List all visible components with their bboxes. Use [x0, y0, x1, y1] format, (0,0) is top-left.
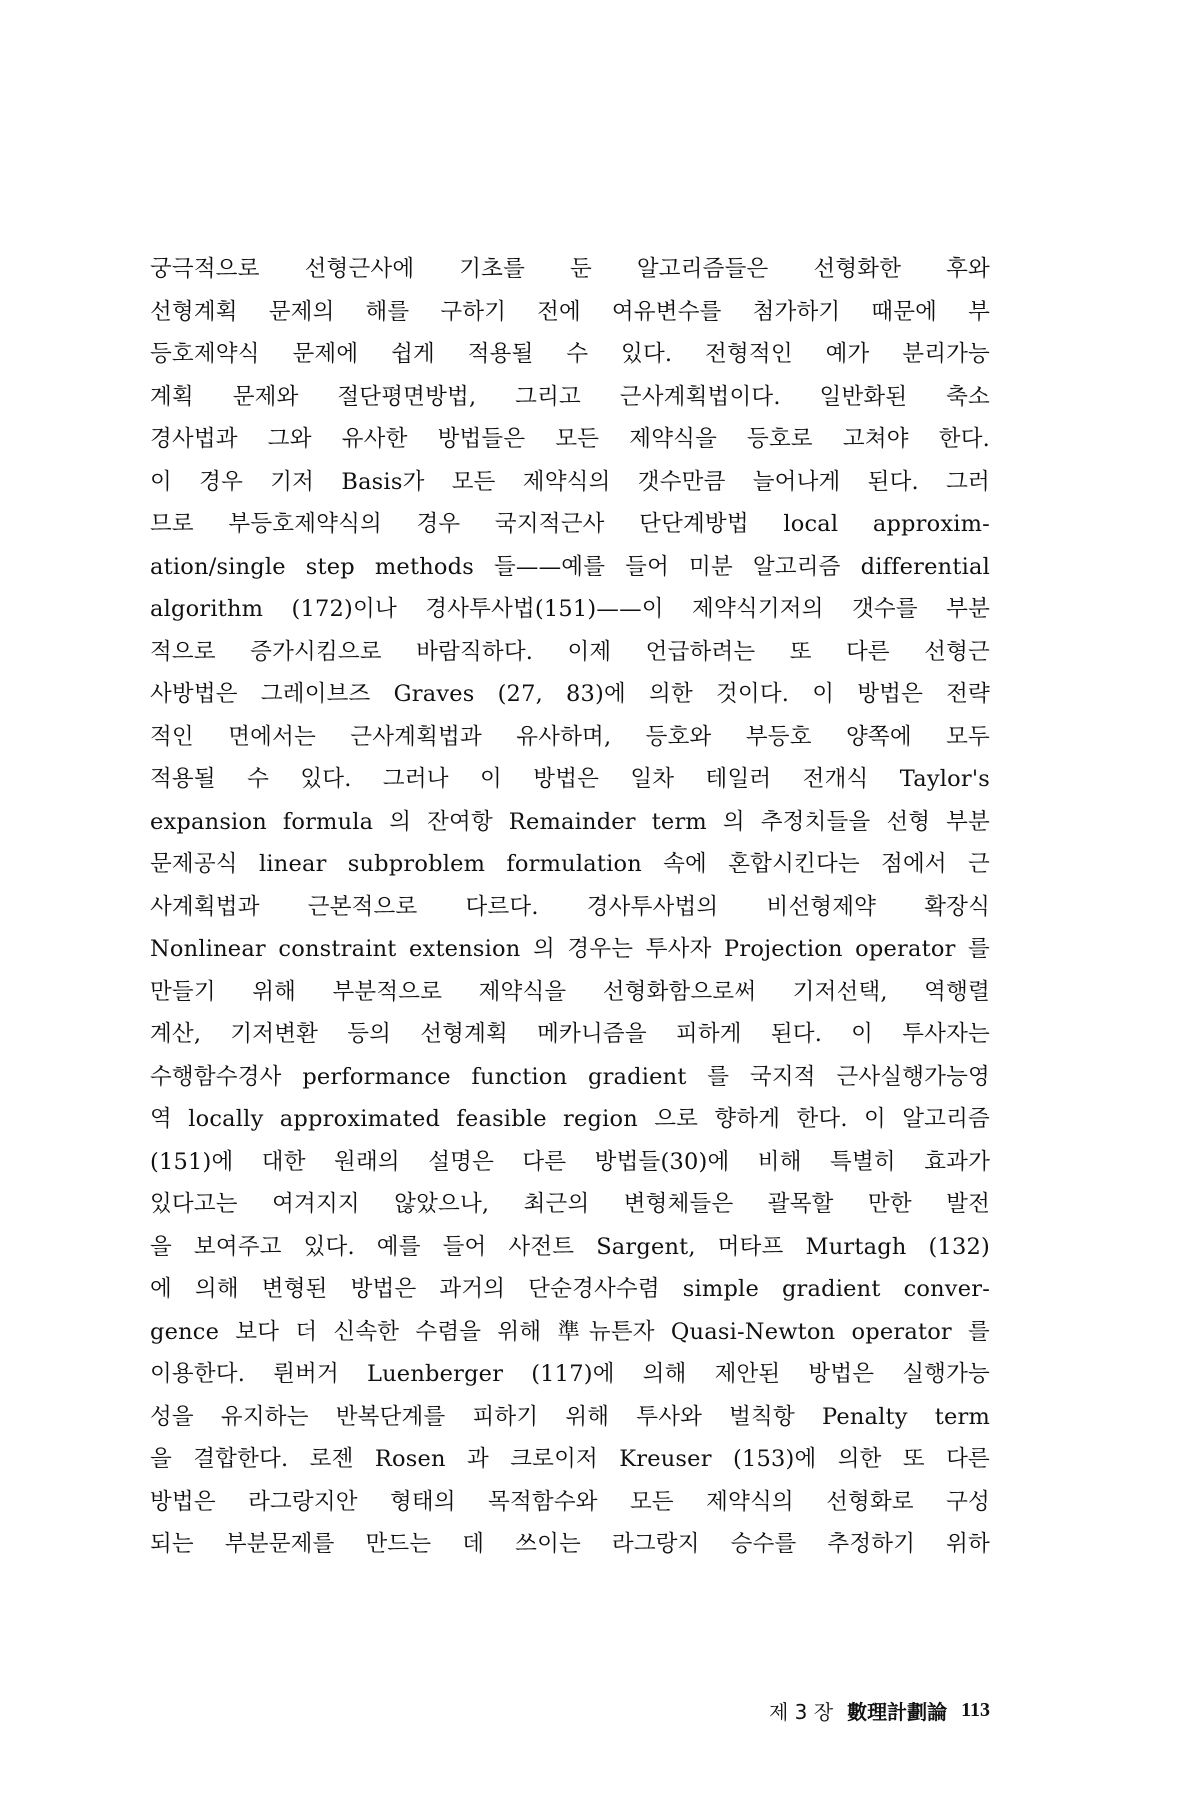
text-line: ation/single step methods 들——예를 들어 미분 알고리즘 differential — [150, 553, 990, 580]
text-line: 이 경우 기저 Basis가 모든 제약식의 갯수만큼 늘어나게 된다. 그러 — [150, 468, 990, 495]
text-line: 수행함수경사 performance function gradient 를 국지적 근사실행가능영 — [150, 1063, 990, 1090]
chapter-title: 數理計劃論 — [847, 1699, 948, 1724]
text-line: (151)에 대한 원래의 설명은 다른 방법들(30)에 비해 특별히 효과가 — [150, 1148, 990, 1175]
text-line: 경사법과 그와 유사한 방법들은 모든 제약식을 등호로 고쳐야 한다. — [150, 426, 990, 452]
text-line: 사방법은 그레이브즈 Graves (27, 83)에 의한 것이다. 이 방법은 전략 — [150, 681, 990, 707]
page-number: 113 — [961, 1698, 990, 1721]
running-footer — [680, 1690, 990, 1730]
text-line: expansion formula 의 잔여항 Remainder term 의 추정치들을 선형 부분 — [150, 808, 990, 835]
text-line: 을 결합한다. 로젠 Rosen 과 크로이저 Kreuser (153)에 의한 또 다른 — [150, 1446, 990, 1472]
text-line: 등호제약식 문제에 쉽게 적용될 수 있다. 전형적인 예가 분리가능 — [150, 341, 990, 367]
text-line: 적인 면에서는 근사계획법과 유사하며, 등호와 부등호 양쪽에 모두 — [150, 723, 990, 750]
text-line: gence 보다 더 신속한 수렴을 위해 準뉴튼자 Quasi-Newton operator 를 — [150, 1318, 990, 1345]
text-line: 에 의해 변형된 방법은 과거의 단순경사수렴 simple gradient conver- — [150, 1276, 990, 1302]
text-line: 을 보여주고 있다. 예를 들어 사전트 Sargent, 머타프 Murtagh (132) — [150, 1233, 990, 1260]
text-line: 므로 부등호제약식의 경우 국지적근사 단단계방법 local approxim- — [150, 511, 990, 537]
text-line: 사계획법과 근본적으로 다르다. 경사투사법의 비선형제약 확장식 — [150, 893, 990, 920]
text-line: 이용한다. 륀버거 Luenberger (117)에 의해 제안된 방법은 실행가능 — [150, 1361, 990, 1387]
text-line: 계획 문제와 절단평면방법, 그리고 근사계획법이다. 일반화된 축소 — [150, 383, 990, 410]
text-line: 성을 유지하는 반복단계를 피하기 위해 투사와 벌칙항 Penalty term — [150, 1403, 990, 1430]
text-line: 적용될 수 있다. 그러나 이 방법은 일차 테일러 전개식 Taylor's — [150, 766, 990, 792]
text-line: algorithm (172)이나 경사투사법(151)——이 제약식기저의 갯수를 부분 — [150, 596, 990, 622]
body-text — [150, 248, 990, 1566]
text-line: 궁극적으로 선형근사에 기초를 둔 알고리즘들은 선형화한 후와 — [150, 256, 990, 282]
text-line: 되는 부분문제를 만드는 데 쓰이는 라그랑지 승수를 추정하기 위하 — [150, 1531, 990, 1557]
text-line: Nonlinear constraint extension 의 경우는 투사자 Projection operator 를 — [150, 936, 990, 962]
text-line: 방법은 라그랑지안 형태의 목적함수와 모든 제약식의 선형화로 구성 — [150, 1488, 990, 1515]
text-line: 문제공식 linear subproblem formulation 속에 혼합시킨다는 점에서 근 — [150, 851, 990, 877]
text-line: 역 locally approximated feasible region 으로 향하게 한다. 이 알고리즘 — [150, 1106, 990, 1132]
text-line: 선형계획 문제의 해를 구하기 전에 여유변수를 첨가하기 때문에 부 — [150, 298, 990, 325]
text-line: 있다고는 여겨지지 않았으나, 최근의 변형체들은 괄목할 만한 발전 — [150, 1191, 990, 1217]
text-line: 만들기 위해 부분적으로 제약식을 선형화함으로써 기저선택, 역행렬 — [150, 978, 990, 1005]
text-line: 적으로 증가시킴으로 바람직하다. 이제 언급하려는 또 다른 선형근 — [150, 638, 990, 665]
text-line: 계산, 기저변환 등의 선형계획 메카니즘을 피하게 된다. 이 투사자는 — [150, 1021, 990, 1047]
chapter-label: 제 3 장 — [769, 1699, 834, 1724]
